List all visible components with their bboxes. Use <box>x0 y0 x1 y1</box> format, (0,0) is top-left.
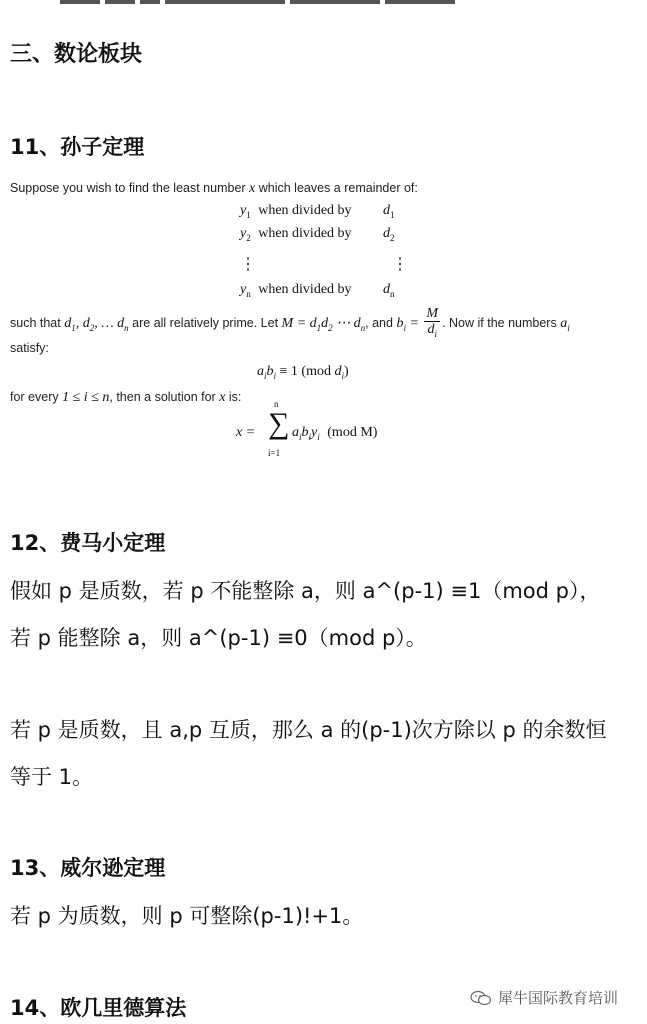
vdots-right: ⋮ <box>392 256 408 273</box>
crt-row-n-d: $d_n$ <box>383 282 395 299</box>
fermat-line-1: 假如 p 是质数，若 p 不能整除 a，则 a^(p-1) ≡1（mod p）， <box>10 579 601 603</box>
wechat-icon <box>470 990 492 1006</box>
crt-sum-lhs: x = <box>236 425 256 440</box>
heading-14: 14、欧几里德算法 <box>10 996 187 1020</box>
crt-row-2: $y_2$ when divided by <box>240 226 352 243</box>
crt-intro: Suppose you wish to find the least number x which leaves a remainder of: <box>10 181 418 196</box>
crt-for-every: for every 1 ≤ i ≤ n, then a solution for x is: <box>10 390 242 405</box>
sum-upper: n <box>274 399 279 409</box>
crt-satisfy: satisfy: <box>10 341 49 355</box>
crt-row-1: $y_1$ when divided by <box>240 203 352 220</box>
crt-row-1-d: $d_1$ <box>383 203 395 220</box>
crt-congruence: $a_ib_i \equiv 1$ (mod $d_i$) <box>257 364 349 381</box>
heading-12: 12、费马小定理 <box>10 531 166 555</box>
heading-11: 11、孙子定理 <box>10 135 145 159</box>
wilson-line-1: 若 p 为质数，则 p 可整除(p-1)!+1。 <box>10 904 364 928</box>
crt-sum-body: $a_ib_iy_i$ (mod M) <box>292 425 378 442</box>
sum-symbol: ∑ <box>268 407 290 440</box>
heading-13: 13、威尔逊定理 <box>10 856 166 880</box>
fermat-line-3: 若 p 是质数，且 a,p 互质，那么 a 的(p-1)次方除以 p 的余数恒 <box>10 718 607 742</box>
section-title: 三、数论板块 <box>10 42 143 67</box>
crt-row-2-d: $d_2$ <box>383 226 395 243</box>
crt-row-n: $y_n$ when divided by <box>240 282 352 299</box>
crt-such-that: such that $d_1$, $d_2$, … $d_n$ are all relatively prime. Let $M = d_1d_2$ ⋯ $d_n$, and $b_i$ = $\frac{M}{d_i}$ . Now if the numbers $a_i$ <box>10 306 570 339</box>
watermark-text: 犀牛国际教育培训 <box>498 989 619 1007</box>
sum-lower: i=1 <box>268 448 281 458</box>
cropped-top-line <box>60 0 520 4</box>
fermat-line-4: 等于 1。 <box>10 765 94 789</box>
fermat-line-2: 若 p 能整除 a，则 a^(p-1) ≡0（mod p）。 <box>10 626 427 650</box>
vdots-left: ⋮ <box>240 256 256 273</box>
